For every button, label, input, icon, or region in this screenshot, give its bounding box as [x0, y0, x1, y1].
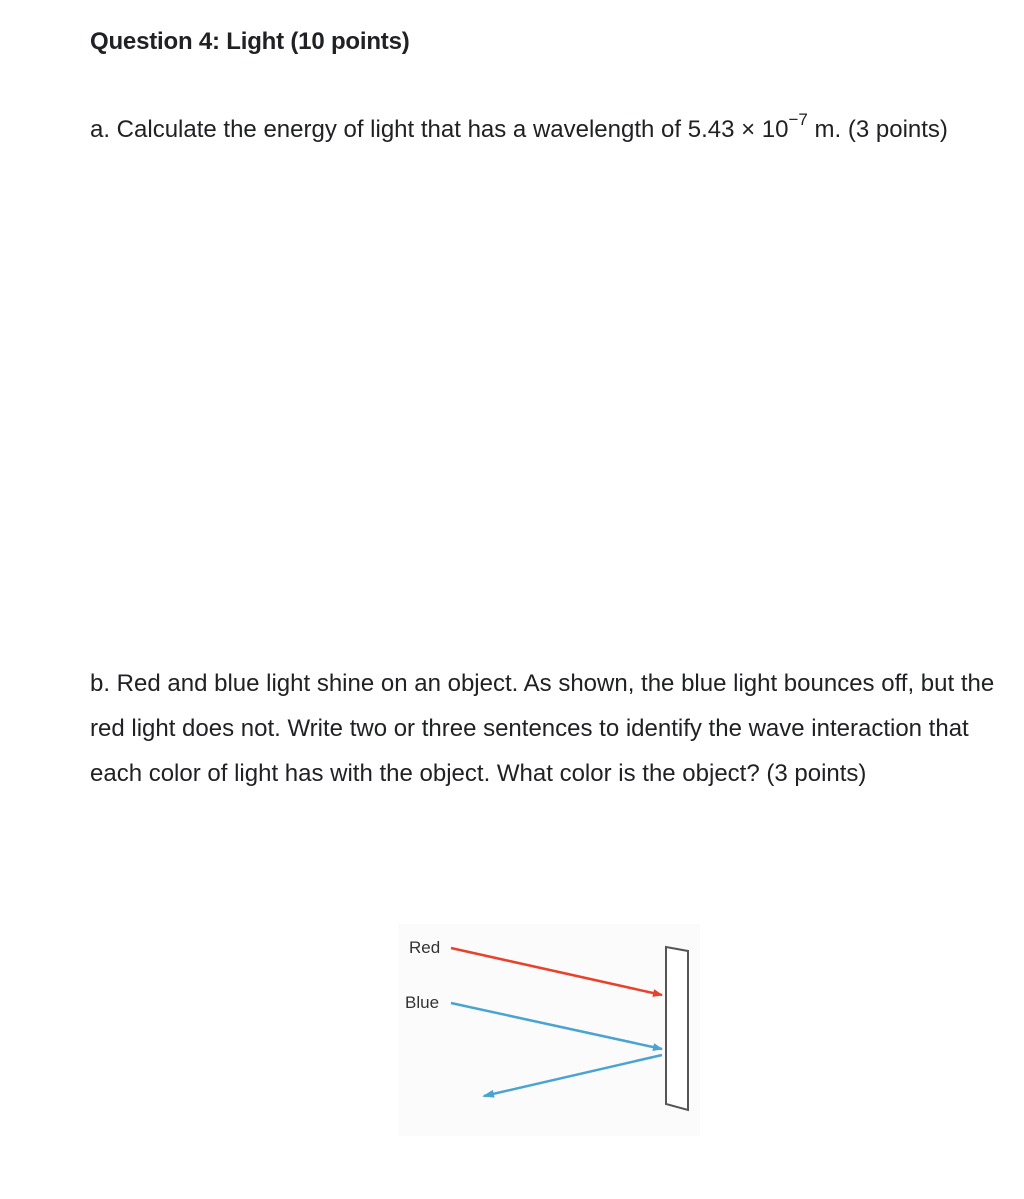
object-panel	[666, 947, 688, 1110]
blue-label: Blue	[405, 993, 440, 1012]
red-light-ray	[451, 948, 662, 995]
red-label: Red	[409, 938, 441, 957]
question-title: Question 4: Light (10 points)	[90, 28, 410, 55]
blue-reflected-ray	[484, 1055, 662, 1096]
part-a-suffix: m. (3 points)	[807, 116, 948, 143]
part-b-question: b. Red and blue light shine on an object. As shown, the blue light bounces off, but the red light does not. Write two or three sentences to identify the wave interaction that each color of light has with the object. What color is the object? (3 points)	[90, 670, 995, 787]
blue-incident-ray	[451, 1003, 662, 1049]
light-reflection-diagram	[398, 924, 700, 1136]
part-a-question	[90, 110, 948, 144]
part-a-text: a. Calculate the energy of light that has a wavelength of 5.43 × 10	[90, 116, 789, 143]
part-a-exponent: −7	[788, 110, 808, 129]
